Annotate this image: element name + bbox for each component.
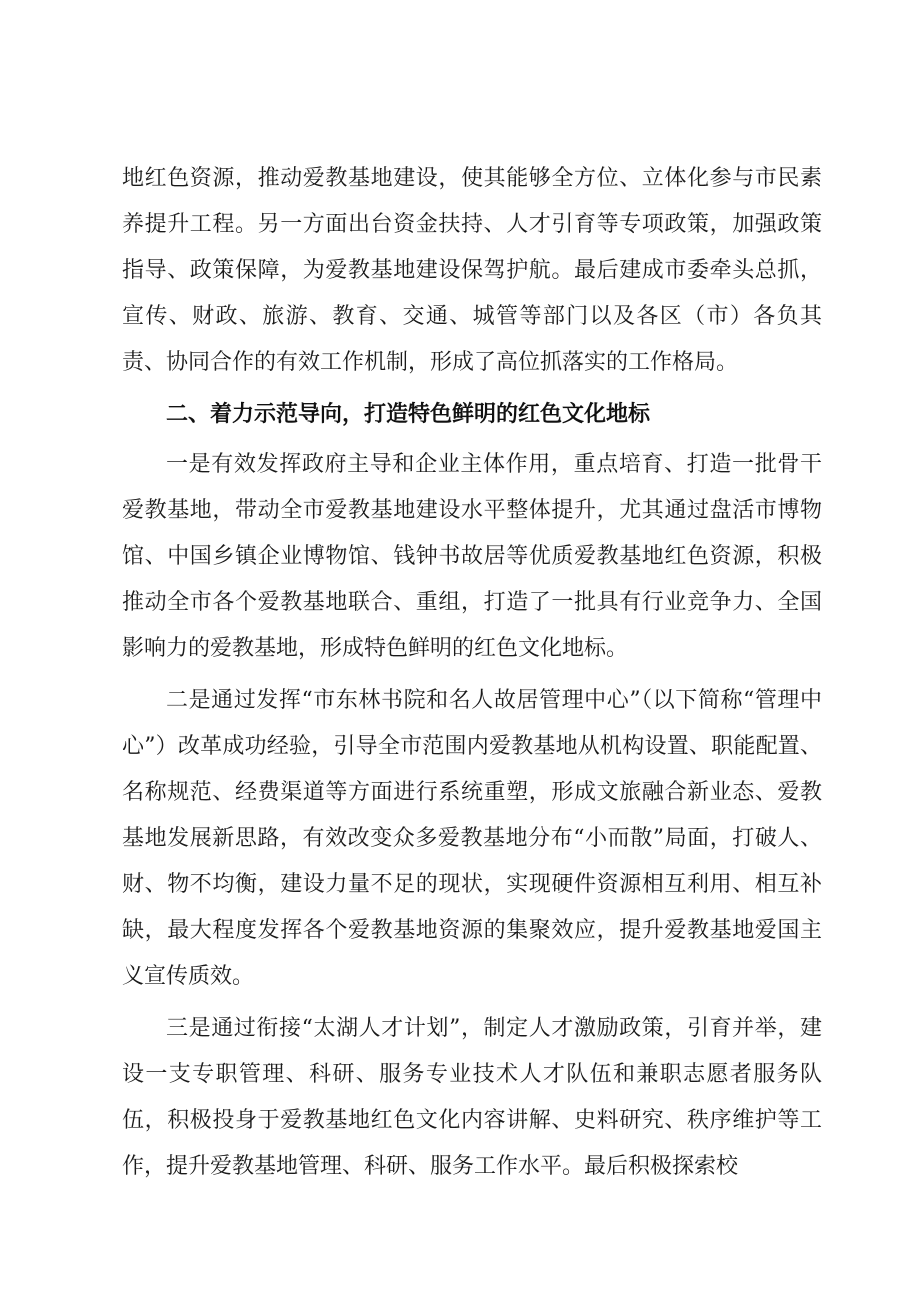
section-heading: 二、着力示范导向，打造特色鲜明的红色文化地标 xyxy=(166,402,651,427)
document-body xyxy=(122,156,822,1196)
paragraph-third-point: 三是通过衔接“太湖人才计划”，制定人才激励政策，引育并举，建设一支专职管理、科研、服务专业技术人才队伍和兼职志愿者服务队伍，积极投身于爱教基地红色文化内容讲解、史料研究、秩序维护等工作，提升爱教基地管理、科研、服务工作水平。最后积极探索校 xyxy=(122,1016,822,1179)
paragraph-second-point: 二是通过发挥“市东林书院和名人故居管理中心”（以下简称“管理中心”）改革成功经验，引导全市范围内爱教基地从机构设置、职能配置、名称规范、经费渠道等方面进行系统重塑，形成文旅融合新业态、爱教基地发展新思路，有效改变众多爱教基地分布“小而散”局面，打破人、财、物不均衡，建设力量不足的现状，实现硬件资源相互利用、相互补缺，最大程度发挥各个爱教基地资源的集聚效应，提升爱教基地爱国主义宣传质效。 xyxy=(122,688,822,989)
paragraph-continued: 地红色资源，推动爱教基地建设，使其能够全方位、立体化参与市民素养提升工程。另一方面出台资金扶持、人才引育等专项政策，加强政策指导、政策保障，为爱教基地建设保驾护航。最后建成市委牵头总抓，宣传、财政、旅游、教育、交通、城管等部门以及各区（市）各负其责、协同合作的有效工作机制，形成了高位抓落实的工作格局。 xyxy=(122,166,822,375)
paragraph-first-point: 一是有效发挥政府主导和企业主体作用，重点培育、打造一批骨干爱教基地，带动全市爱教基地建设水平整体提升，尤其通过盘活市博物馆、中国乡镇企业博物馆、钱钟书故居等优质爱教基地红色资源，积极推动全市各个爱教基地联合、重组，打造了一批具有行业竞争力、全国影响力的爱教基地，形成特色鲜明的红色文化地标。 xyxy=(122,452,822,661)
